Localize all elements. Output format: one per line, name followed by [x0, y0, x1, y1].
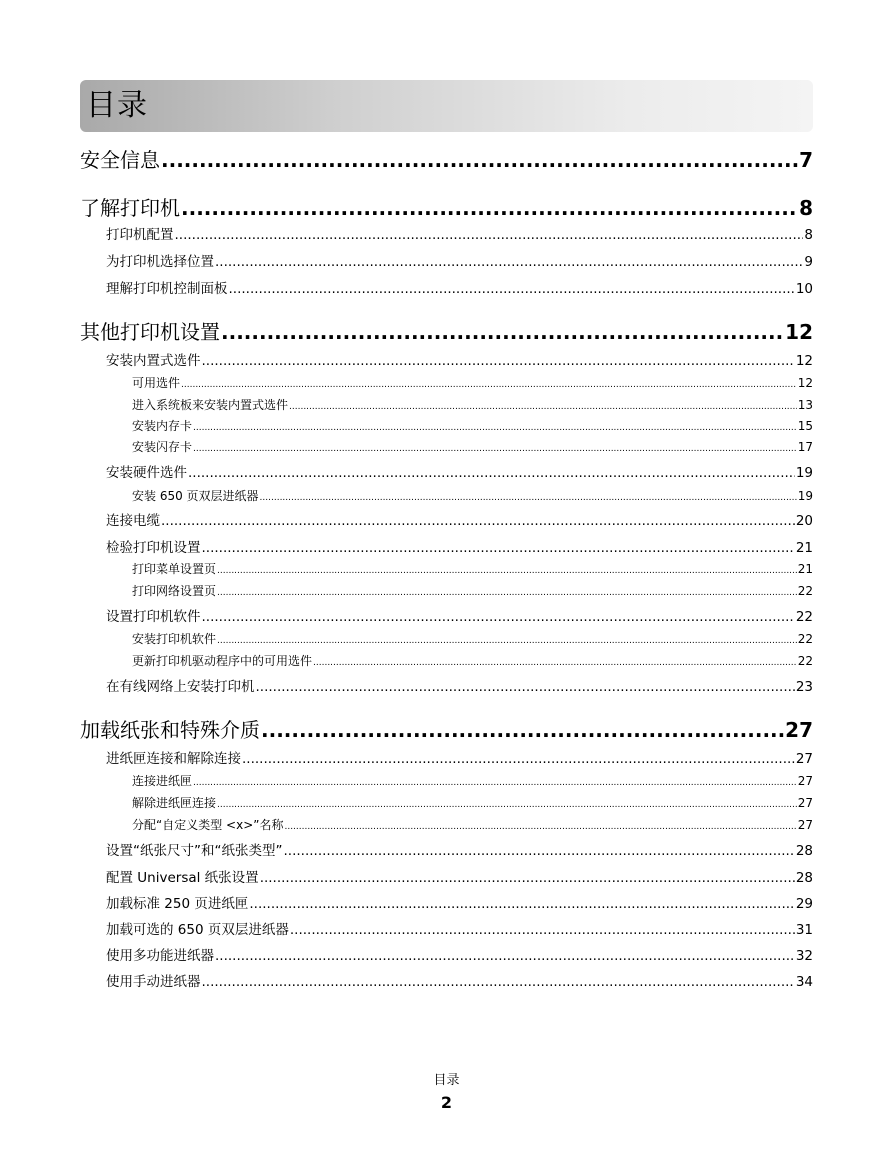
- toc-dot-leader: [188, 464, 795, 482]
- toc-dot-leader: [221, 319, 784, 345]
- toc-entry-level1[interactable]: [80, 147, 813, 173]
- toc-entry-title: 加载标准 250 页进纸匣: [106, 896, 249, 912]
- toc-entry-level1[interactable]: [80, 319, 813, 345]
- toc-entry-page-number: 29: [795, 896, 813, 912]
- toc-entry-page-number: 27: [797, 796, 813, 810]
- toc-entry-level2[interactable]: [106, 895, 813, 913]
- toc-dot-leader: [283, 842, 794, 860]
- toc-entry-title: 打印机配置: [106, 227, 174, 243]
- toc-dot-leader: [202, 608, 795, 626]
- toc-entry-title: 安装 650 页双层进纸器: [132, 489, 259, 503]
- toc-dot-leader: [193, 775, 797, 791]
- toc-entry-level2[interactable]: [106, 253, 813, 271]
- toc-dot-leader: [284, 819, 796, 835]
- toc-dot-leader: [202, 539, 795, 557]
- toc-dot-leader: [215, 253, 803, 271]
- toc-entry-level2[interactable]: [106, 464, 813, 482]
- toc-entry-title: 了解打印机: [80, 196, 180, 220]
- toc-entry-level2[interactable]: [106, 512, 813, 530]
- toc-entry-page-number: 27: [785, 718, 813, 742]
- footer-section-label: 目录: [433, 1073, 460, 1088]
- toc-dot-leader: [217, 797, 797, 813]
- toc-header-bar: [80, 80, 813, 132]
- toc-entry-title: 检验打印机设置: [106, 540, 201, 556]
- toc-entry-page-number: 23: [795, 679, 813, 695]
- toc-entry-level2[interactable]: [106, 678, 813, 696]
- toc-entry-page-number: 22: [797, 584, 813, 598]
- toc-dot-leader: [229, 280, 795, 298]
- toc-entry-title: 打印菜单设置页: [132, 562, 217, 576]
- toc-entry-title: 连接进纸匣: [132, 774, 193, 788]
- toc-entry-level3[interactable]: [132, 795, 813, 811]
- toc-entry-page-number: 8: [799, 196, 813, 220]
- toc-entry-page-number: 27: [797, 774, 813, 788]
- toc-dot-leader: [260, 869, 795, 887]
- toc-entry-level2[interactable]: [106, 973, 813, 991]
- toc-entry-level3[interactable]: [132, 773, 813, 789]
- toc-dot-leader: [181, 195, 798, 221]
- toc-entry-page-number: 22: [797, 632, 813, 646]
- toc-dot-leader: [202, 352, 795, 370]
- toc-entry-level2[interactable]: [106, 750, 813, 768]
- toc-entry-level2[interactable]: [106, 842, 813, 860]
- toc-dot-leader: [260, 490, 797, 506]
- toc-entry-page-number: 21: [795, 540, 813, 556]
- toc-entry-page-number: 15: [797, 419, 813, 433]
- toc-dot-leader: [217, 633, 797, 649]
- toc-entry-level1[interactable]: [80, 195, 813, 221]
- toc-entry-title: 打印网络设置页: [132, 584, 217, 598]
- toc-entry-level2[interactable]: [106, 280, 813, 298]
- toc-entry-title: 加载可选的 650 页双层进纸器: [106, 922, 289, 938]
- toc-entry-page-number: 19: [795, 465, 813, 481]
- toc-entry-level3[interactable]: [132, 631, 813, 647]
- toc-entry-page-number: 27: [795, 751, 813, 767]
- toc-dot-leader: [261, 717, 784, 743]
- toc-entry-page-number: 20: [795, 513, 813, 529]
- toc-entry-level3[interactable]: [132, 653, 813, 669]
- toc-entry-title: 更新打印机驱动程序中的可用选件: [132, 654, 313, 668]
- toc-entry-title: 安装硬件选件: [106, 465, 187, 481]
- toc-entry-page-number: 7: [799, 148, 813, 172]
- toc-entry-title: 安全信息: [80, 148, 160, 172]
- toc-entry-level2[interactable]: [106, 869, 813, 887]
- toc-entry-level2[interactable]: [106, 539, 813, 557]
- toc-dot-leader: [215, 947, 795, 965]
- toc-entry-title: 安装内存卡: [132, 419, 193, 433]
- toc-entry-level3[interactable]: [132, 583, 813, 599]
- toc-entry-page-number: 28: [795, 870, 813, 886]
- toc-entry-page-number: 8: [804, 227, 813, 243]
- toc-dot-leader: [161, 512, 795, 530]
- toc-entry-page-number: 21: [797, 562, 813, 576]
- toc-entry-page-number: 12: [795, 353, 813, 369]
- toc-entry-title: 解除进纸匣连接: [132, 796, 217, 810]
- toc-entry-title: 安装内置式选件: [106, 353, 201, 369]
- toc-entry-title: 使用多功能进纸器: [106, 948, 214, 964]
- toc-entry-title: 可用选件: [132, 376, 181, 390]
- toc-entry-level3[interactable]: [132, 375, 813, 391]
- toc-entry-page-number: 34: [795, 974, 813, 990]
- toc-entry-page-number: 12: [785, 320, 813, 344]
- toc-entry-page-number: 19: [797, 489, 813, 503]
- toc-entry-title: 加载纸张和特殊介质: [80, 718, 260, 742]
- toc-entry-level3[interactable]: [132, 397, 813, 413]
- toc-dot-leader: [290, 921, 795, 939]
- toc-entry-title: 设置“纸张尺寸”和“纸张类型”: [106, 843, 283, 859]
- toc-dot-leader: [289, 399, 797, 415]
- toc-entry-page-number: 27: [797, 818, 813, 832]
- toc-entry-title: 在有线网络上安装打印机: [106, 679, 255, 695]
- toc-entry-title: 分配“自定义类型 <x>”名称: [132, 818, 284, 832]
- toc-entry-title: 其他打印机设置: [80, 320, 220, 344]
- toc-entry-page-number: 28: [795, 843, 813, 859]
- toc-entry-level3[interactable]: [132, 561, 813, 577]
- toc-entry-title: 使用手动进纸器: [106, 974, 201, 990]
- toc-entry-title: 为打印机选择位置: [106, 254, 214, 270]
- toc-entry-level2[interactable]: [106, 608, 813, 626]
- toc-entry-page-number: 9: [804, 254, 813, 270]
- toc-entry-level3[interactable]: [132, 418, 813, 434]
- toc-entry-title: 理解打印机控制面板: [106, 281, 228, 297]
- toc-entry-page-number: 32: [795, 948, 813, 964]
- toc-entry-level2[interactable]: [106, 352, 813, 370]
- toc-entry-title: 设置打印机软件: [106, 609, 201, 625]
- toc-entry-level2[interactable]: [106, 921, 813, 939]
- toc-entry-title: 安装打印机软件: [132, 632, 217, 646]
- toc-entry-level1[interactable]: [80, 717, 813, 743]
- toc-dot-leader: [181, 377, 797, 393]
- toc-dot-leader: [202, 973, 795, 991]
- toc-entry-page-number: 10: [795, 281, 813, 297]
- toc-entry-page-number: 22: [795, 609, 813, 625]
- toc-dot-leader: [161, 147, 798, 173]
- toc-entry-page-number: 31: [795, 922, 813, 938]
- toc-entry-level3[interactable]: [132, 817, 813, 833]
- toc-dot-leader: [313, 655, 797, 671]
- toc-entry-title: 进入系统板来安装内置式选件: [132, 398, 289, 412]
- toc-entry-title: 进纸匣连接和解除连接: [106, 751, 241, 767]
- toc-dot-leader: [217, 563, 797, 579]
- toc-dot-leader: [193, 441, 797, 457]
- toc-dot-leader: [175, 226, 804, 244]
- toc-entry-title: 配置 Universal 纸张设置: [106, 870, 259, 886]
- toc-entry-level2[interactable]: [106, 947, 813, 965]
- toc-entry-page-number: 12: [797, 376, 813, 390]
- toc-entry-page-number: 22: [797, 654, 813, 668]
- toc-entry-level2[interactable]: [106, 226, 813, 244]
- toc-dot-leader: [242, 750, 795, 768]
- toc-entry-title: 连接电缆: [106, 513, 160, 529]
- toc-dot-leader: [249, 895, 794, 913]
- page-title: 目录: [86, 88, 148, 123]
- toc-entry-title: 安装闪存卡: [132, 440, 193, 454]
- toc-dot-leader: [256, 678, 795, 696]
- toc-dot-leader: [217, 585, 797, 601]
- toc-entry-level3[interactable]: [132, 439, 813, 455]
- footer-page-number: 2: [440, 1093, 453, 1112]
- toc-entry-level3[interactable]: [132, 488, 813, 504]
- toc-entry-page-number: 13: [797, 398, 813, 412]
- toc-dot-leader: [193, 420, 797, 436]
- toc-entry-page-number: 17: [797, 440, 813, 454]
